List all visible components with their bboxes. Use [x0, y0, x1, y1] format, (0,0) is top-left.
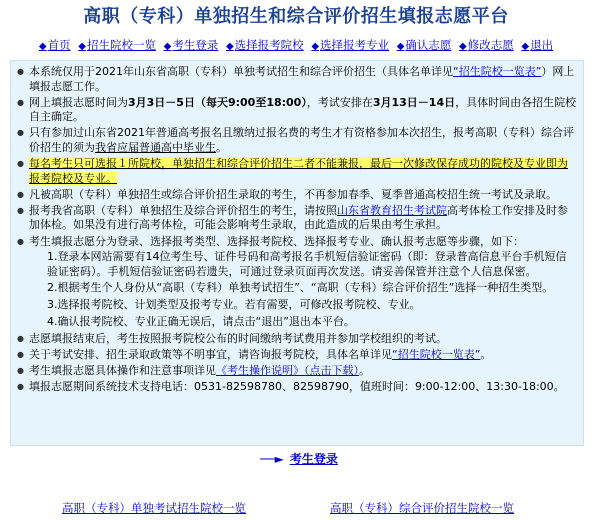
nav-modify[interactable]: ◆修改志愿	[459, 38, 514, 52]
nav-school-list[interactable]: ◆招生院校一览	[78, 38, 156, 52]
nav-select-school[interactable]: ◆选择报考院校	[225, 38, 304, 52]
diamond-icon: ◆	[163, 41, 172, 52]
notice-item-admission: ● 凡被高职（专科）单独招生或综合评价招生录取的考生，不再参加春季、夏季普通高校招生统一考试及录取。	[17, 188, 577, 203]
notice-item-one-school: ● 每名考生只可选报１所院校，单独招生和综合评价招生二者不能兼报，最后一次修改保存成功的院校及专业即为报考院校及专业。	[17, 157, 577, 186]
login-row	[0, 450, 592, 467]
notice-item-eligibility: ● 只有参加过山东省2021年普通高考报名且缴纳过报名费的考生才有资格参加本次招生，报考高职（专科）综合评价招生的须为我省应届普通高中毕业生。	[17, 126, 577, 155]
nav-logout[interactable]: ◆退出	[521, 38, 554, 52]
step-item: 4.确认报考院校、专业正确无误后，请点击“退出”退出本平台。	[47, 314, 355, 328]
page-title: 高职（专科）单独招生和综合评价招生填报志愿平台	[83, 6, 509, 27]
guide-download-link[interactable]: 《考生操作说明》（点击下载）	[216, 364, 359, 378]
nav-bar	[0, 34, 592, 56]
notice-item-after: ● 志愿填报结束后，考生按照报考院校公布的时间缴纳考试费用并参加学校组织的考试。	[17, 332, 577, 347]
exam-institute-link[interactable]: 山东省教育招生考试院	[337, 203, 447, 217]
notice-item-scope: ● 本系统仅用于2021年山东省高职（专科）单独考试招生和综合评价招生（具体名单详见“招生院校一览表”）网上填报志愿工作。	[17, 65, 577, 94]
school-list-link[interactable]: “招生院校一览表”	[392, 348, 481, 362]
nav-login[interactable]: ◆考生登录	[163, 38, 219, 52]
diamond-icon: ◆	[459, 41, 467, 52]
notice-item-support: ● 填报志愿期间系统技术支持电话：0531-82598780、82598790，值班时间：9:00-12:00、13:30-18:00。	[17, 380, 577, 395]
diamond-icon: ◆	[521, 41, 530, 52]
school-list-link[interactable]: “招生院校一览表”	[453, 65, 542, 78]
diamond-icon: ◆	[396, 41, 405, 52]
nav-confirm[interactable]: ◆确认志愿	[396, 38, 452, 52]
diamond-icon: ◆	[225, 41, 234, 52]
steps-list	[29, 250, 577, 329]
step-item: 2.根据考生个人身份从“高职（专科）单独考试招生”、“高职（专科）综合评价招生”选择一种招生类型。	[47, 281, 554, 295]
notice-item-inquiry: ● 关于考试安排、招生录取政策等不明事宜，请咨询报考院校，具体名单详见“招生院校一览表”。	[17, 348, 577, 363]
diamond-icon: ◆	[311, 41, 320, 52]
notice-item-guide: ● 考生填报志愿具体操作和注意事项详见《考生操作说明》（点击下载）。	[17, 364, 577, 379]
diamond-icon: ◆	[38, 41, 47, 52]
notice-item-steps: ● 考生填报志愿分为登录、选择报考类型、选择报考院校、选择报考专业、确认报考志愿等步骤，如下： 1.登录本网站需要有14位考生号、证件号码和高考报名手机短信验证密码（即：登录普高信息平台手机短信验证密码）。手机短信验证密码若遗失，可通过登录页面再次发送。请妥善保管并注意个人信息保密。 2.根据考生个人身份从“高职（专科）单独考试招生”、“高职（专科）综合评价招生”选择一种招生类型。 3.选择报考院校、计划类型及报考专业。若有需要，可修改报考院校、专业。 4.确认报考院校、专业正确无误后，请点击“退出”退出本平台。	[17, 235, 577, 330]
step-item: 3.选择报考院校、计划类型及报考专业。若有需要，可修改报考院校、专业。	[47, 297, 421, 311]
notice-item-time: ● 网上填报志愿时间为3月3日－5日（每天9:00至18:00），考试安排在3月13日－14日，具体时间由各招生院校自主确定。	[17, 96, 577, 125]
nav-home[interactable]: ◆首页	[38, 38, 71, 52]
notice-item-medical: ● 报考我省高职（专科）单独招生及综合评价招生的考生，请按照山东省教育招生考试院高考体检工作安排及时参加体检。如果没有进行高考体检，可能会影响考生录取，由此造成的后果由考生承担。	[17, 204, 577, 233]
footer-single-exam-link[interactable]: 高职（专科）单独考试招生院校一览	[62, 501, 246, 515]
arrow-right-icon: ──►	[260, 452, 284, 466]
step-item: 1.登录本网站需要有14位考生号、证件号码和高考报名手机短信验证密码（即：登录普高信息平台手机短信验证密码）。手机短信验证密码若遗失，可通过登录页面再次发送。请妥善保管并注意个人信息保密。	[47, 250, 567, 278]
footer-comprehensive-link[interactable]: 高职（专科）综合评价招生院校一览	[330, 501, 514, 515]
nav-select-major[interactable]: ◆选择报考专业	[311, 38, 390, 52]
login-link[interactable]: 考生登录	[289, 452, 338, 466]
notice-panel	[10, 60, 584, 446]
diamond-icon: ◆	[78, 41, 86, 52]
